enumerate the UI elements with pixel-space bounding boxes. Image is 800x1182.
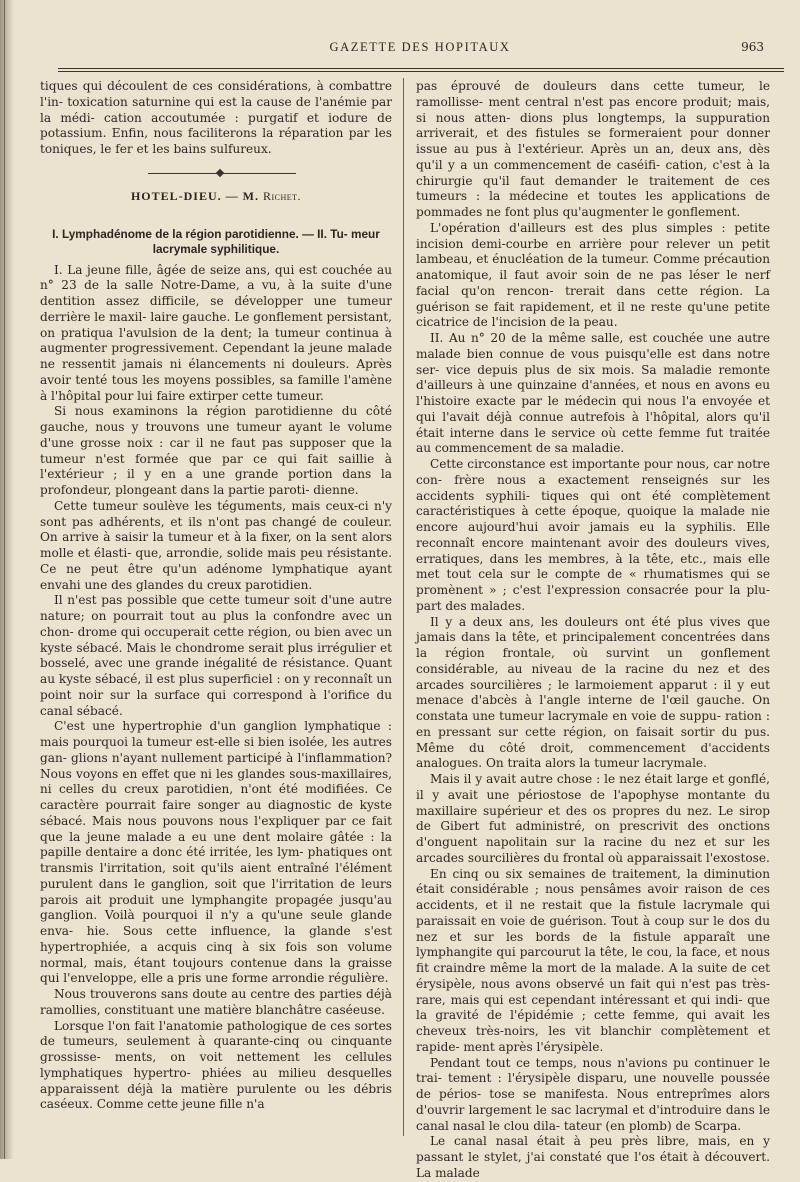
right-column [416,79,770,1182]
column-divider [403,78,404,1136]
header-rule-top [58,68,784,69]
paragraph: L'opération d'ailleurs est des plus simples : petite incision demi-courbe en arrière pour relever un petit lambeau, et énucléation de la tumeur. Comme précaution anatomique, il faut avoir soin de ne pas léser le nerf facial qu'on rencon- trerait dans cette région. La guérison se fait rapidement, et il ne reste qu'une petite cicatrice de l'incision de la peau. [416,220,770,330]
page-header [60,40,780,62]
page-binding-edge [0,0,14,1159]
ornament-divider [40,169,392,177]
paragraph: I. La jeune fille, âgée de seize ans, qui est couchée au n° 23 de la salle Notre-Dame, a vu, à la suite d'une dentition assez difficile, se développer une tumeur derrière le maxil- laire gauche. Le gonflement persistant, on pratiqua l'avulsion de la dent; la tumeur continua à augmenter progressivement. Cependant la jeune malade ne ressentit jamais ni élancements ni douleurs. Après avoir tenté tous les moyens possibles, sa famille l'amène à l'hôpital pour lui faire extirper cette tumeur. [40,262,392,403]
header-rule-bottom [58,71,784,72]
article-title: I. Lymphadénome de la région parotidienne. — II. Tu- meur lacrymale syphilitique. [52,226,380,256]
paragraph: Il y a deux ans, les douleurs ont été plus vives que jamais dans la tête, et principalement concentrées dans la région frontale, où survint un gonflement considérable, au niveau de la racine du nez et des arcades sourcilières ; le larmoiement apparut : il y eut menace d'abcès à l'angle interne de l'œil gauche. On constata une tumeur lacrymale en voie de suppu- ration : en pressant sur cette région, on faisait sortir du pus. Même du côté droit, commencement d'accidents analogues. On traita alors la tumeur lacrymale. [416,614,770,771]
paragraph: Le canal nasal était à peu près libre, mais, en y passant le stylet, j'ai constaté que l'os était à découvert. La malade [416,1134,770,1180]
page-number: 963 [741,40,764,54]
paragraph: Cette circonstance est importante pour nous, car notre con- frère nous a exactement renseignés sur les accidents syphili- tiques qui ont été complètement caractéristiques à cette époque, quoique la malade nie encore aujourd'hui avoir jamais eu la syphilis. Elle reconnaît encore maintenant avoir des douleurs vives, erratiques, dans les membres, à la tête, etc., mais elle met tout cela sur le compte de « rhumatismes qui se promènent » ; c'est l'expression consacrée pour la plu- part des malades. [416,457,770,613]
paragraph: En cinq ou six semaines de traitement, la diminution était considérable ; nous pensâmes avoir raison de ces accidents, et il ne restait que la fistule lacrymale qui paraissait en voie de guérison. Tout à coup sur le dos du nez et sur les bords de la fistule apparaît une lymphangite qui parcourut la tête, le cou, la face, et nous fit craindre même la mort de la malade. A la suite de cet érysipèle, nous avons observé un fait qui n'est pas très-rare, mais qui est cependant intéressant et qui indi- que la gravité de l'épidémie ; cette femme, qui avait les cheveux très-noirs, les vit blanchir complètement et rapide- ment après l'érysipèle. [416,866,770,1054]
left-column [40,79,392,1113]
paragraph: Nous trouverons sans doute au centre des parties déjà ramollies, constituant une matière blanchâtre caséeuse. [40,987,392,1017]
section-heading [40,189,392,205]
binding-line [4,0,5,1159]
paragraph: Si nous examinons la région parotidienne du côté gauche, nous y trouvons une tumeur ayant le volume d'une grosse noix : car il ne faut pas supposer que la tumeur n'est formée que par ce qui fait saillie à l'extérieur ; il y en a une grande portion dans la profondeur, plongeant dans la partie paroti- dienne. [40,404,392,497]
section-heading-hospital: HOTEL-DIEU. — M. [130,188,259,203]
paragraph: Pendant tout ce temps, nous n'avions pu continuer le trai- tement : l'érysipèle disparu, une nouvelle poussée de périos- tose se manifesta. Nous entreprîmes alors d'ouvrir largement le sac lacrymal et d'introduire dans le canal nasal le clou dila- tateur (en plomb) de Scarpa. [416,1055,770,1133]
paragraph: Il n'est pas possible que cette tumeur soit d'une autre nature; on pourrait tout au plus la confondre avec un chon- drome qui occuperait cette région, ou bien avec un kyste sébacé. Mais le chondrome serait plus irrégulier et bosselé, avec une grande inégalité de résistance. Quant au kyste sébacé, il est plus superficiel : on y reconnaît un point noir sur la surface qui correspond à l'orifice du canal sébacé. [40,593,392,718]
section-heading-author: Richet. [262,188,302,203]
paragraph: C'est une hypertrophie d'un ganglion lymphatique : mais pourquoi la tumeur est-elle si bien isolée, les autres gan- glions n'ayant nullement participé à l'inflammation? Nous voyons en effet que ni les glandes sous-maxillaires, ni celles du creux parotidien, n'ont été modifiées. Ce caractère pourrait faire songer au diagnostic de kyste sébacé. Mais nous pouvons nous l'expliquer par ce fait que la jeune malade a eu une dent molaire gâtée : la papille dentaire a donc été irritée, les lym- phatiques ont transmis l'irritation, soit qu'ils aient entraîné l'élément purulent dans le ganglion, soit que l'irritation de leurs parois ait produit une lymphangite propagée jusqu'au ganglion. Voilà pourquoi il n'y a qu'une seule glande enva- hie. Sous cette influence, la glande s'est hypertrophiée, a acquis cinq à six fois son volume normal, mais, étant toujours contenue dans la graisse qui l'enveloppe, elle a pris une forme arrondie régulière. [40,719,392,986]
paragraph: Lorsque l'on fait l'anatomie pathologique de ces sortes de tumeurs, seulement à quarante-cinq ou cinquante grossisse- ments, on voit nettement les cellules lymphatiques hypertro- phiées au milieu desquelles apparaissent déjà la matière purulente ou les débris caséeux. Comme cette jeune fille n'a [40,1018,392,1112]
paragraph: Mais il y avait autre chose : le nez était large et gonflé, il y avait une périostose de l'apophyse montante du maxillaire supérieur et des os propres du nez. Le sirop de Gibert fut administré, on prescrivit des onctions d'onguent napolitain sur la racine du nez et sur les arcades sourcilières du frontal où apparaissait l'exostose. [416,772,770,865]
paragraph: pas éprouvé de douleurs dans cette tumeur, le ramollisse- ment central n'est pas encore produit; mais, si nous atten- dions plus longtemps, la suppuration arriverait, et des fistules se formeraient pour donner issue au pus à l'extérieur. Après un an, deux ans, dès qu'il y a un commencement de caséifi- cation, c'est à la chirurgie qu'il faut demander le traitement de ces tumeurs : la médecine et toutes les applications de pommades ne font plus qu'augmenter le gonflement. [416,79,770,219]
running-title: GAZETTE DES HOPITAUX [329,40,511,54]
ornament-diamond [216,169,224,177]
paragraph: Cette tumeur soulève les téguments, mais ceux-ci n'y sont pas adhérents, et ils n'ont pas changé de couleur. On arrive à saisir la tumeur et à la fixer, on la sent alors molle et élasti- que, arrondie, solide mais peu résistante. Ce ne peut être qu'un adénome lymphatique ayant envahi une des glandes du creux parotidien. [40,498,392,592]
intro-paragraph: tiques qui découlent de ces considérations, à combattre l'in- toxication saturnine qui est la cause de l'anémie par la médi- cation accoutumée : purgatif et iodure de potassium. Enfin, nous faciliterons la réparation par les toniques, le fer et les bains sulfureux. [40,79,392,156]
paragraph: II. Au n° 20 de la même salle, est couchée une autre malade bien connue de vous puisqu'elle est dans notre ser- vice depuis plus de six mois. Sa maladie remonte d'ailleurs à une quinzaine d'années, et nous en avons eu l'histoire exacte par le médecin qui nous l'a envoyée et qui l'avait déjà connue autrefois à l'hôpital, alors qu'il était interne dans le service où cette femme fut traitée au commencement de sa maladie. [416,331,770,456]
